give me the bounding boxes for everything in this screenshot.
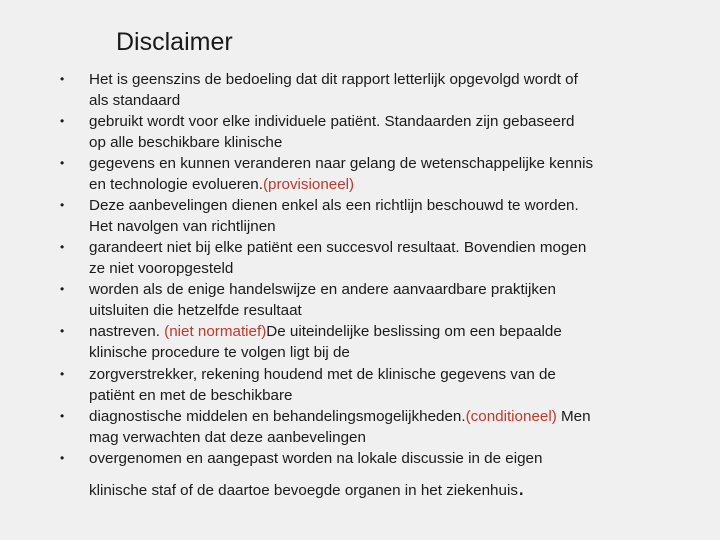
bullet-icon: •	[60, 240, 65, 254]
bullet-icon: •	[60, 324, 65, 338]
item-line-1: worden als de enige handelswijze en andere aanvaardbare praktijken	[89, 281, 556, 298]
final-line-text: klinische staf of de daartoe bevoegde organen in het ziekenhuis	[89, 482, 518, 499]
item-line-1: zorgverstrekker, rekening houdend met de klinische gegevens van de	[89, 366, 556, 383]
bullet-icon: •	[60, 282, 65, 296]
non-normative-tag: (niet normatief)	[164, 323, 267, 340]
item-line-2: als standaard	[89, 92, 181, 109]
bullet-icon: •	[60, 114, 65, 128]
final-period: .	[517, 474, 525, 501]
item-line-2: ze niet vooropgesteld	[89, 260, 234, 277]
item-line-1-rest: Men	[556, 408, 591, 425]
conditional-tag: (conditioneel)	[465, 408, 557, 425]
item-line-1: nastreven.	[89, 323, 165, 340]
bullet-icon: •	[60, 367, 65, 381]
item-line-2: en technologie evolueren.	[89, 176, 263, 193]
provisional-tag: (provisioneel)	[262, 176, 355, 193]
item-line-2: op alle beschikbare klinische	[89, 134, 283, 151]
bullet-icon: •	[60, 409, 65, 423]
bullet-icon: •	[60, 198, 65, 212]
item-line-1: Het is geenszins de bedoeling dat dit rapport letterlijk opgevolgd wordt of	[89, 71, 578, 88]
bullet-icon: •	[60, 156, 65, 170]
item-line-1-rest: De uiteindelijke beslissing om een bepaalde	[266, 323, 562, 340]
item-line-1: garandeert niet bij elke patiënt een succesvol resultaat. Bovendien mogen	[89, 239, 587, 256]
item-line-2: mag verwachten dat deze aanbevelingen	[89, 429, 366, 446]
item-line-2: uitsluiten die hetzelfde resultaat	[89, 302, 302, 319]
item-line-1: overgenomen en aangepast worden na lokale discussie in de eigen	[89, 450, 543, 467]
item-line-2: Het navolgen van richtlijnen	[89, 218, 276, 235]
bullet-icon: •	[60, 451, 65, 465]
item-line-1: gebruikt wordt voor elke individuele patiënt. Standaarden zijn gebaseerd	[89, 113, 575, 130]
page-title: Disclaimer	[116, 28, 233, 56]
item-line-2: patiënt en met de beschikbare	[89, 387, 293, 404]
item-line-1: Deze aanbevelingen dienen enkel als een richtlijn beschouwd te worden.	[89, 197, 579, 214]
item-line-1: gegevens en kunnen veranderen naar gelang de wetenschappelijke kennis	[89, 155, 594, 172]
bullet-icon: •	[60, 72, 65, 86]
final-paragraph-line	[89, 474, 525, 501]
item-line-1: diagnostische middelen en behandelingsmogelijkheden.	[89, 408, 466, 425]
item-line-2: klinische procedure te volgen ligt bij de	[89, 344, 350, 361]
